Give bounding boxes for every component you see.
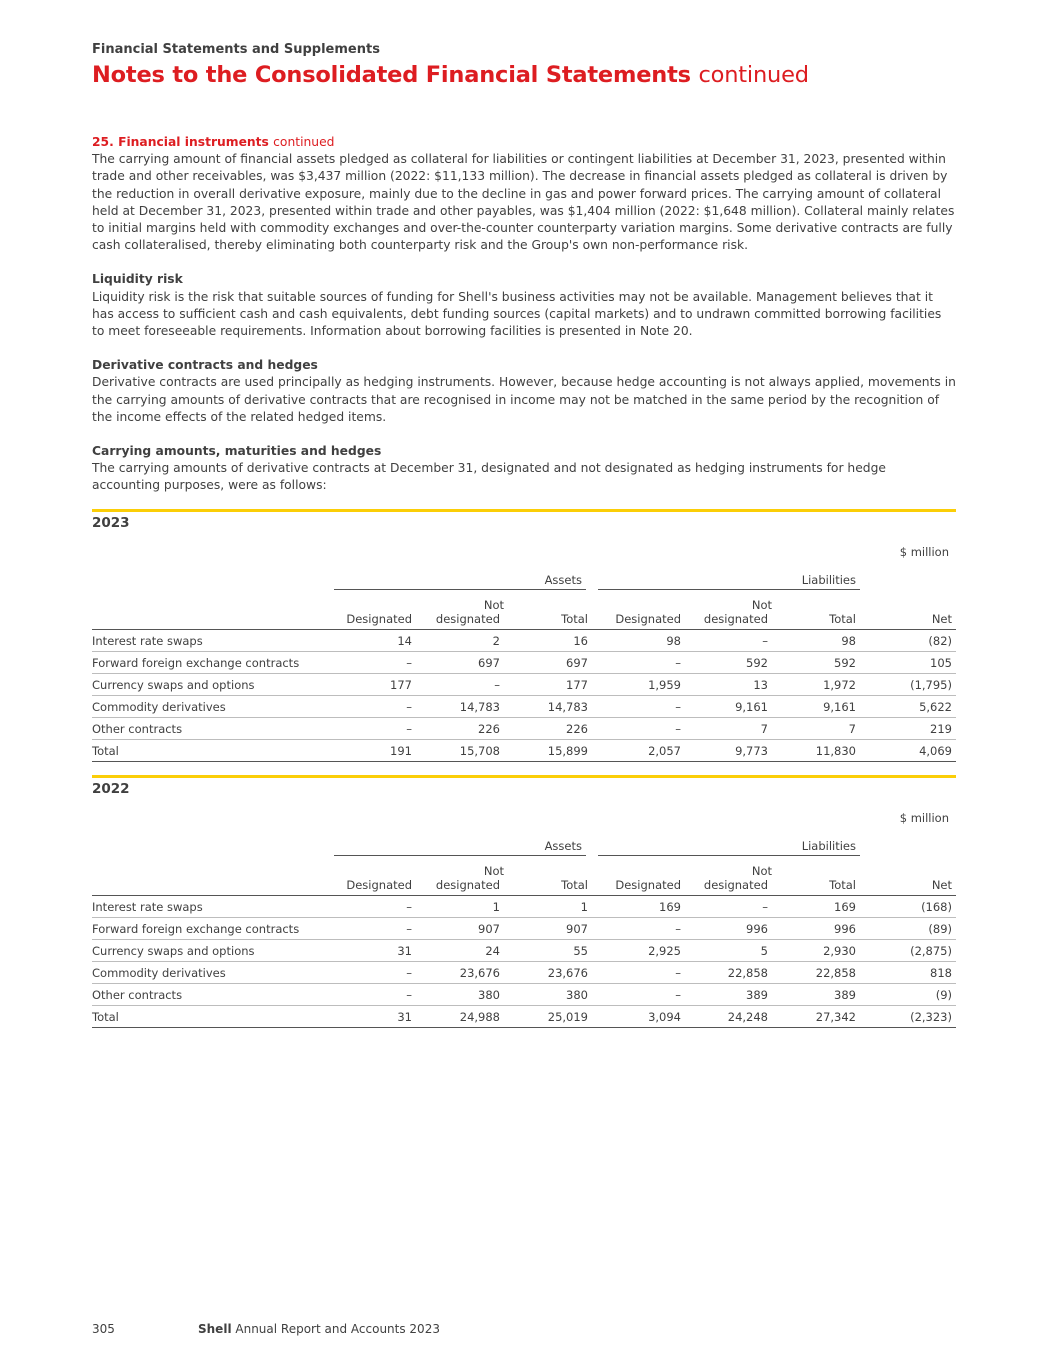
table-2023-block [92,509,956,762]
col-net: Net [931,612,952,626]
carrying-heading: Carrying amounts, maturities and hedges [92,444,382,459]
table-row: Commodity derivatives – 14,783 14,783 – 9,161 9,161 5,622 [92,696,956,718]
table-row: Other contracts – 226 226 – 7 7 219 [92,718,956,740]
page-title [92,62,809,88]
page-number: 305 [92,1322,115,1336]
row-label: Commodity derivatives [92,962,334,984]
table-row: Currency swaps and options 177 – 177 1,959 13 1,972 (1,795) [92,674,956,696]
section-kicker: Financial Statements and Supplements [92,42,380,57]
col-not-designated: Not designated [703,598,772,626]
row-label: Interest rate swaps [92,896,334,918]
table-2022-block [92,775,956,1028]
col-designated: Designated [346,878,412,892]
page-title-main: Notes to the Consolidated Financial Statements [92,62,691,88]
derivatives-heading: Derivative contracts and hedges [92,358,318,373]
col-designated: Designated [346,612,412,626]
row-label: Forward foreign exchange contracts [92,652,334,674]
row-label: Other contracts [92,984,334,1006]
year-divider [92,775,956,778]
table-total-row: Total 31 24,988 25,019 3,094 24,248 27,342 (2,323) [92,1006,956,1028]
page-footer [92,1322,440,1336]
group-liabilities: Liabilities [801,839,856,853]
col-not-designated: Not designated [703,864,772,892]
rows-2023 [92,630,956,762]
table-total-row: Total 191 15,708 15,899 2,057 9,773 11,830 4,069 [92,740,956,762]
col-net: Net [931,878,952,892]
table-row: Forward foreign exchange contracts – 907 907 – 996 996 (89) [92,918,956,940]
page-title-suffix: continued [698,62,809,88]
year-divider [92,509,956,512]
row-label: Commodity derivatives [92,696,334,718]
note-heading [92,134,956,151]
unit-label: $ million [899,545,949,559]
derivatives-paragraph: Derivative contracts are used principally as hedging instruments. However, because hedge accounting is not always applied, movements in the carrying amounts of derivative contracts that are recognised in income may not be matched in the same period by the recognition of the income effects of the related hedged items. [92,375,956,424]
table-row: Other contracts – 380 380 – 389 389 (9) [92,984,956,1006]
note-heading-text: 25. Financial instruments [92,135,269,149]
notes-body [92,134,956,495]
col-not-designated: Not designated [435,864,504,892]
row-label: Total [92,740,334,762]
col-total: Total [561,878,588,892]
report-name: Annual Report and Accounts 2023 [235,1322,440,1336]
unit-label: $ million [899,811,949,825]
col-designated: Designated [615,878,681,892]
group-liabilities: Liabilities [801,573,856,587]
note-heading-suffix: continued [273,135,335,149]
col-total: Total [829,878,856,892]
row-label: Interest rate swaps [92,630,334,652]
col-total: Total [561,612,588,626]
row-label: Other contracts [92,718,334,740]
derivatives-table-2022 [92,833,956,1028]
row-label: Currency swaps and options [92,940,334,962]
row-label: Forward foreign exchange contracts [92,918,334,940]
collateral-paragraph: The carrying amount of financial assets pledged as collateral for liabilities or contingent liabilities at December 31, 2023, presented within trade and other receivables, was $3,437 million (2022: $11,133 million). The decrease in financial assets pledged as collateral is driven by the reduction in overall derivative exposure, mainly due to the decline in gas and power forward prices. The carrying amount of collateral held at December 31, 2023, presented within trade and other payables, was $1,404 million (2022: $1,648 million). Collateral mainly relates to initial margins held with commodity exchanges and over-the-counter counterparty variation margins. Some derivative contracts are fully cash collateralised, thereby eliminating both counterparty risk and the Group's own non-performance risk. [92,152,955,253]
carrying-paragraph: The carrying amounts of derivative contracts at December 31, designated and not designated as hedging instruments for hedge accounting purposes, were as follows: [92,461,886,493]
table-row: Interest rate swaps – 1 1 169 – 169 (168) [92,896,956,918]
year-label-2023: 2023 [92,515,130,531]
rows-2022 [92,896,956,1028]
group-assets: Assets [544,573,582,587]
table-row: Commodity derivatives – 23,676 23,676 – 22,858 22,858 818 [92,962,956,984]
liquidity-heading: Liquidity risk [92,272,183,287]
col-designated: Designated [615,612,681,626]
table-row: Forward foreign exchange contracts – 697 697 – 592 592 105 [92,652,956,674]
group-assets: Assets [544,839,582,853]
derivatives-table-2023 [92,567,956,762]
col-total: Total [829,612,856,626]
table-row: Currency swaps and options 31 24 55 2,925 5 2,930 (2,875) [92,940,956,962]
row-label: Total [92,1006,334,1028]
year-label-2022: 2022 [92,781,130,797]
table-row: Interest rate swaps 14 2 16 98 – 98 (82) [92,630,956,652]
liquidity-paragraph: Liquidity risk is the risk that suitable sources of funding for Shell's business activities may not be available. Management believes that it has access to sufficient cash and cash equivalents, debt funding sources (capital markets) and to undrawn committed borrowing facilities to meet foreseeable requirements. Information about borrowing facilities is presented in Note 20. [92,289,942,339]
brand-name: Shell [198,1322,232,1336]
col-not-designated: Not designated [435,598,504,626]
row-label: Currency swaps and options [92,674,334,696]
